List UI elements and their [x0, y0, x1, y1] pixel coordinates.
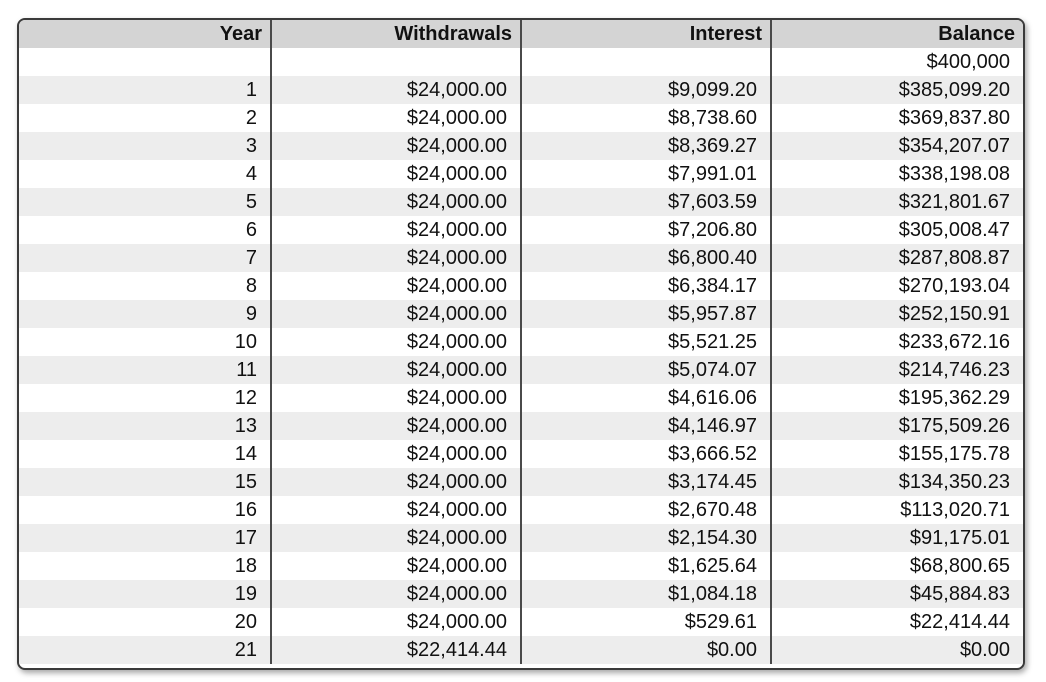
- year-cell: 12: [19, 384, 271, 412]
- balance-cell: $45,884.83: [771, 580, 1023, 608]
- withdrawals-column-header: Withdrawals: [271, 20, 521, 48]
- withdrawals-cell: $24,000.00: [271, 468, 521, 496]
- withdrawals-cell: $24,000.00: [271, 160, 521, 188]
- year-column-header: Year: [19, 20, 271, 48]
- interest-cell: $9,099.20: [521, 76, 771, 104]
- balance-cell: $0.00: [771, 636, 1023, 664]
- balance-cell: $354,207.07: [771, 132, 1023, 160]
- table-row: [19, 160, 1023, 188]
- interest-cell: $5,074.07: [521, 356, 771, 384]
- interest-cell: $1,625.64: [521, 552, 771, 580]
- year-cell: 3: [19, 132, 271, 160]
- year-cell: 9: [19, 300, 271, 328]
- withdrawals-cell: $24,000.00: [271, 356, 521, 384]
- interest-cell: $1,084.18: [521, 580, 771, 608]
- balance-cell: $270,193.04: [771, 272, 1023, 300]
- year-cell: 15: [19, 468, 271, 496]
- table-row: [19, 636, 1023, 664]
- table-row: [19, 76, 1023, 104]
- withdrawals-cell: $24,000.00: [271, 580, 521, 608]
- year-cell: 17: [19, 524, 271, 552]
- balance-cell: $91,175.01: [771, 524, 1023, 552]
- year-cell: 18: [19, 552, 271, 580]
- year-cell: 6: [19, 216, 271, 244]
- year-cell: 2: [19, 104, 271, 132]
- balance-cell: $68,800.65: [771, 552, 1023, 580]
- interest-cell: $0.00: [521, 636, 771, 664]
- balance-cell: $233,672.16: [771, 328, 1023, 356]
- table-row: [19, 300, 1023, 328]
- balance-cell: $214,746.23: [771, 356, 1023, 384]
- withdrawals-cell: $24,000.00: [271, 244, 521, 272]
- balance-cell: $22,414.44: [771, 608, 1023, 636]
- table-row: [19, 272, 1023, 300]
- year-cell: 21: [19, 636, 271, 664]
- withdrawals-cell: $24,000.00: [271, 300, 521, 328]
- year-cell: 16: [19, 496, 271, 524]
- table-row: [19, 552, 1023, 580]
- table-row: [19, 496, 1023, 524]
- table-row: [19, 132, 1023, 160]
- withdrawals-cell: $24,000.00: [271, 328, 521, 356]
- withdrawals-cell: $24,000.00: [271, 272, 521, 300]
- year-cell: 20: [19, 608, 271, 636]
- withdrawals-cell: $24,000.00: [271, 608, 521, 636]
- table-row: [19, 328, 1023, 356]
- interest-cell: $529.61: [521, 608, 771, 636]
- table-row: [19, 524, 1023, 552]
- table-row: [19, 244, 1023, 272]
- balance-cell: $287,808.87: [771, 244, 1023, 272]
- year-cell: [19, 48, 271, 76]
- withdrawals-cell: $24,000.00: [271, 524, 521, 552]
- year-cell: 11: [19, 356, 271, 384]
- withdrawals-cell: [271, 48, 521, 76]
- interest-cell: $5,521.25: [521, 328, 771, 356]
- table-row: [19, 440, 1023, 468]
- table-row: [19, 412, 1023, 440]
- table-row: [19, 384, 1023, 412]
- balance-cell: $305,008.47: [771, 216, 1023, 244]
- table-body: [19, 48, 1023, 664]
- withdrawals-cell: $24,000.00: [271, 104, 521, 132]
- interest-cell: $7,991.01: [521, 160, 771, 188]
- interest-cell: $4,146.97: [521, 412, 771, 440]
- year-cell: 14: [19, 440, 271, 468]
- balance-cell: $400,000: [771, 48, 1023, 76]
- withdrawals-cell: $24,000.00: [271, 552, 521, 580]
- interest-cell: $2,154.30: [521, 524, 771, 552]
- withdrawals-cell: $24,000.00: [271, 188, 521, 216]
- withdrawals-cell: $24,000.00: [271, 132, 521, 160]
- withdrawals-cell: $24,000.00: [271, 440, 521, 468]
- interest-cell: $7,206.80: [521, 216, 771, 244]
- withdrawals-cell: $24,000.00: [271, 76, 521, 104]
- table-row: [19, 580, 1023, 608]
- table-row: [19, 188, 1023, 216]
- table-row: [19, 356, 1023, 384]
- table-row: [19, 608, 1023, 636]
- table-row: [19, 468, 1023, 496]
- interest-cell: $8,369.27: [521, 132, 771, 160]
- table-row: [19, 48, 1023, 76]
- withdrawals-cell: $24,000.00: [271, 384, 521, 412]
- interest-cell: $6,800.40: [521, 244, 771, 272]
- withdrawals-cell: $24,000.00: [271, 216, 521, 244]
- interest-column-header: Interest: [521, 20, 771, 48]
- withdrawal-schedule-table-frame: [17, 18, 1025, 670]
- withdrawals-cell: $24,000.00: [271, 412, 521, 440]
- interest-cell: $3,666.52: [521, 440, 771, 468]
- balance-cell: $369,837.80: [771, 104, 1023, 132]
- withdrawal-schedule-table: [19, 20, 1023, 664]
- balance-cell: $252,150.91: [771, 300, 1023, 328]
- balance-column-header: Balance: [771, 20, 1023, 48]
- balance-cell: $113,020.71: [771, 496, 1023, 524]
- table-row: [19, 104, 1023, 132]
- balance-cell: $338,198.08: [771, 160, 1023, 188]
- balance-cell: $195,362.29: [771, 384, 1023, 412]
- interest-cell: $7,603.59: [521, 188, 771, 216]
- interest-cell: $5,957.87: [521, 300, 771, 328]
- year-cell: 8: [19, 272, 271, 300]
- interest-cell: [521, 48, 771, 76]
- year-cell: 19: [19, 580, 271, 608]
- balance-cell: $321,801.67: [771, 188, 1023, 216]
- withdrawals-cell: $22,414.44: [271, 636, 521, 664]
- interest-cell: $4,616.06: [521, 384, 771, 412]
- balance-cell: $155,175.78: [771, 440, 1023, 468]
- interest-cell: $6,384.17: [521, 272, 771, 300]
- year-cell: 10: [19, 328, 271, 356]
- year-cell: 13: [19, 412, 271, 440]
- interest-cell: $8,738.60: [521, 104, 771, 132]
- year-cell: 7: [19, 244, 271, 272]
- year-cell: 5: [19, 188, 271, 216]
- year-cell: 1: [19, 76, 271, 104]
- interest-cell: $3,174.45: [521, 468, 771, 496]
- table-row: [19, 216, 1023, 244]
- balance-cell: $134,350.23: [771, 468, 1023, 496]
- withdrawals-cell: $24,000.00: [271, 496, 521, 524]
- balance-cell: $385,099.20: [771, 76, 1023, 104]
- balance-cell: $175,509.26: [771, 412, 1023, 440]
- interest-cell: $2,670.48: [521, 496, 771, 524]
- year-cell: 4: [19, 160, 271, 188]
- table-header-row: [19, 20, 1023, 48]
